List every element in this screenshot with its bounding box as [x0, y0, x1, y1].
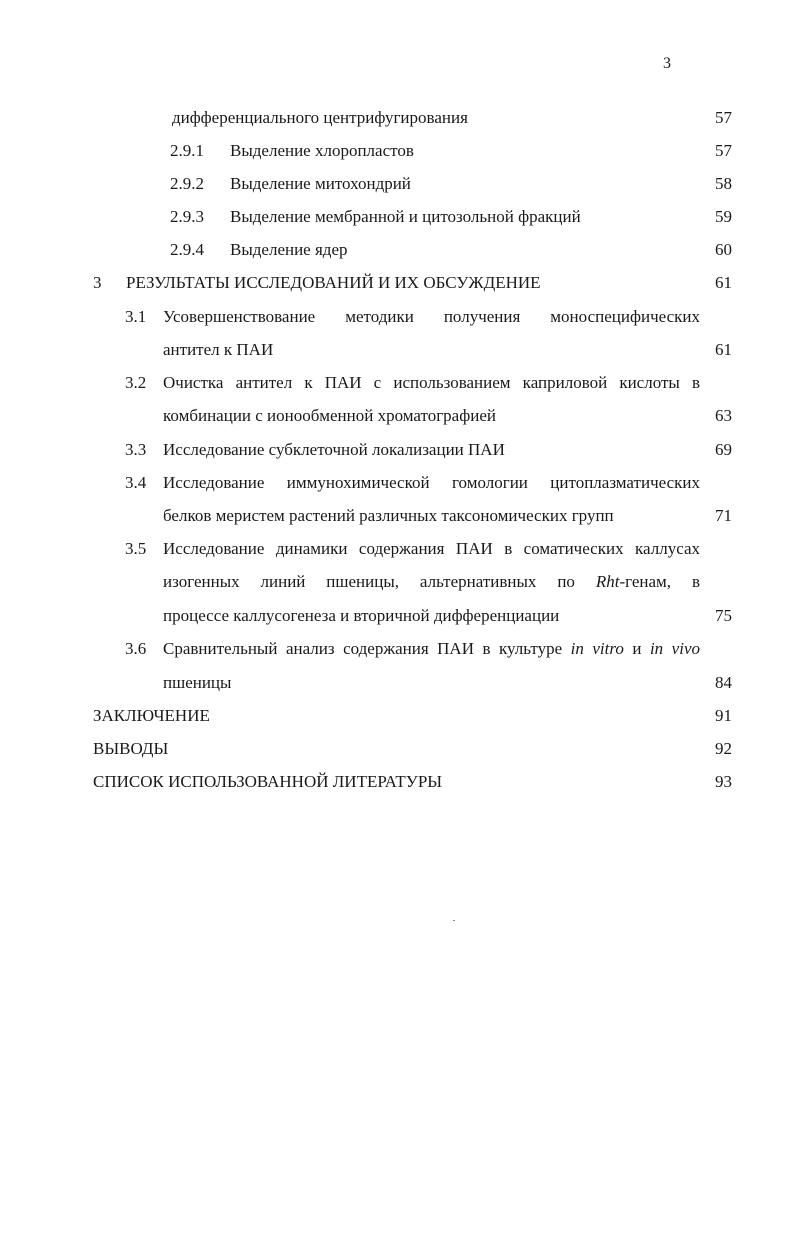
- toc-section-title: ЗАКЛЮЧЕНИЕ: [93, 706, 210, 725]
- toc-entry-title-line: Исследование иммунохимической гомологии цитоплазматических: [163, 473, 700, 492]
- toc-entry-number: 2.9.3: [170, 207, 204, 226]
- italic-term: in vivo: [649, 639, 700, 658]
- page-number: 3: [663, 55, 671, 72]
- italic-gene-name: Rht: [595, 572, 620, 591]
- toc-page-number: 91: [715, 706, 732, 725]
- toc-page-number: 61: [715, 273, 732, 292]
- toc-entry-title: Выделение ядер: [230, 240, 348, 259]
- toc-entry-number: 2.9.4: [170, 240, 204, 259]
- toc-page-number: 60: [715, 240, 732, 259]
- toc-page-number: 69: [715, 440, 732, 459]
- toc-entry-title: Выделение митохондрий: [230, 174, 411, 193]
- toc-page-number: 92: [715, 739, 732, 758]
- toc-entry-title-line: белков меристем растений различных таксономических групп: [163, 506, 614, 525]
- toc-page-number: 59: [715, 207, 732, 226]
- toc-entry-number: 2.9.2: [170, 174, 204, 193]
- toc-page-number: 93: [715, 772, 732, 791]
- toc-chapter-number: 3: [93, 273, 102, 292]
- toc-entry-title: дифференциального центрифугирования: [172, 108, 468, 127]
- toc-entry-title-line: пшеницы: [163, 673, 232, 692]
- toc-page-number: 58: [715, 174, 732, 193]
- toc-entry-number: 3.3: [125, 440, 147, 459]
- toc-entry-title-line: антител к ПАИ: [163, 340, 274, 359]
- toc-page-number: 84: [715, 673, 732, 692]
- toc-entry-number: 2.9.1: [170, 141, 204, 160]
- toc-entry-number: 3.1: [125, 307, 147, 326]
- italic-term: in vitro: [570, 639, 624, 658]
- toc-section-title: ВЫВОДЫ: [93, 739, 169, 758]
- toc-page-number: 63: [715, 406, 732, 425]
- toc-entry-number: 3.5: [125, 539, 147, 558]
- toc-entry-title-line: Исследование динамики содержания ПАИ в соматических каллусах: [163, 539, 700, 558]
- toc-entry-title: Исследование субклеточной локализации ПАИ: [163, 440, 505, 459]
- toc-entry-title: Выделение хлоропластов: [230, 141, 414, 160]
- toc-chapter-title: РЕЗУЛЬТАТЫ ИССЛЕДОВАНИЙ И ИХ ОБСУЖДЕНИЕ: [126, 273, 541, 292]
- toc-entry-title-line: процессе каллусогенеза и вторичной дифференциации: [163, 606, 560, 625]
- toc-entry-number: 3.2: [125, 373, 147, 392]
- toc-page-number: 61: [715, 340, 732, 359]
- toc-entry-title-line: изогенных линий пшеницы, альтернативных по Rht-генам, в: [163, 572, 700, 591]
- toc-page-number: 75: [715, 606, 732, 625]
- toc-entry-title-line: Усовершенствование методики получения моноспецифических: [163, 307, 700, 326]
- toc-entry-title-line: комбинации с ионообменной хроматографией: [163, 406, 496, 425]
- toc-entry-number: 3.4: [125, 473, 147, 492]
- toc-entry-number: 3.6: [125, 639, 147, 658]
- toc-page-number: 71: [715, 506, 732, 525]
- toc-page-number: 57: [715, 141, 732, 160]
- toc-page-number: 57: [715, 108, 732, 127]
- scan-speck: [453, 920, 455, 921]
- toc-entry-title-line: Очистка антител к ПАИ с использованием каприловой кислоты в: [163, 373, 700, 392]
- toc-entry-title-line: Сравнительный анализ содержания ПАИ в культуре in vitro и in vivo: [163, 639, 700, 658]
- toc-entry-title: Выделение мембранной и цитозольной фракций: [230, 207, 581, 226]
- toc-section-title: СПИСОК ИСПОЛЬЗОВАННОЙ ЛИТЕРАТУРЫ: [93, 772, 443, 791]
